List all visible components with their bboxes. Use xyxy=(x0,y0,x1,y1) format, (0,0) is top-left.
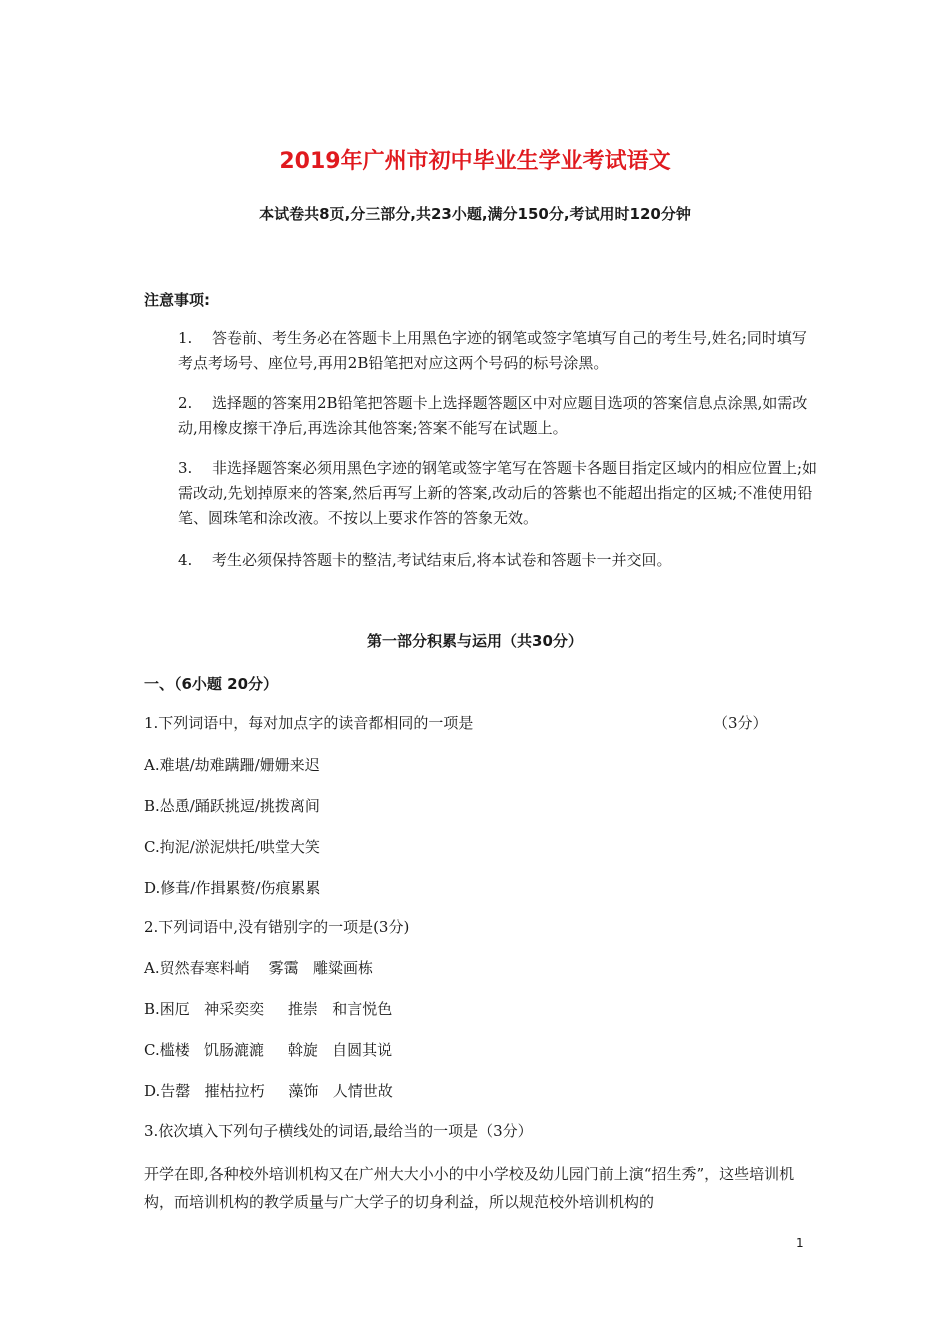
notice-item xyxy=(178,548,818,573)
group-heading: 一、（6小题 20分） xyxy=(144,675,279,693)
notice-item-text: 选择题的答案用2B铅笔把答题卡上选择题答题区中对应题目选项的答案信息点涂黑,如需改动,用橡皮擦干净后,再选涂其他答案;答案不能写在试题上。 xyxy=(178,394,808,437)
question-2-option: B.困厄 神采奕奕 推崇 和言悦色 xyxy=(144,1000,393,1018)
notice-item xyxy=(178,326,818,376)
notice-item-number: 3. xyxy=(178,459,193,477)
section-heading: 第一部分积累与运用（共30分） xyxy=(367,632,583,650)
question-2-stem: 2.下列词语中,没有错别字的一项是(3分) xyxy=(144,918,410,936)
notice-item xyxy=(178,391,818,441)
exam-subtitle: 本试卷共8页,分三部分,共23小题,满分150分,考试用时120分钟 xyxy=(259,205,691,223)
question-1-option: A.难堪/劫难蹒跚/姗姗来迟 xyxy=(144,756,320,774)
question-3-passage: 开学在即,各种校外培训机构又在广州大大小小的中小学校及幼儿园门前上演“招生秀”，这些培训机构，而培训机构的教学质量与广大学子的切身利益，所以规范校外培训机构的 xyxy=(144,1165,795,1211)
question-1-stem: 1.下列词语中，每对加点字的读音都相同的一项是 xyxy=(144,714,474,732)
question-2-option: A.贸然春寒料峭 雾霭 雕粱画栋 xyxy=(144,959,373,977)
question-1-option: B.怂恿/踊跃挑逗/挑拨离间 xyxy=(144,797,320,815)
page-number: 1 xyxy=(796,1236,804,1250)
notice-item-number: 4. xyxy=(178,551,193,569)
question-3-stem: 3.依次填入下列句子横线处的词语,最给当的一项是（3分） xyxy=(144,1122,533,1140)
question-2-option: C.槛楼 饥肠漉漉 斡旋 自圆其说 xyxy=(144,1041,393,1059)
notice-item-number: 2. xyxy=(178,394,193,412)
question-1-option: C.拘泥/淤泥烘托/哄堂大笑 xyxy=(144,838,320,856)
question-1-option: D.修葺/作揖累赘/伤痕累累 xyxy=(144,879,321,897)
notice-item-text: 非选择题答案必须用黑色字迹的钢笔或签字笔写在答题卡各题目指定区域内的相应位置上;如需改动,先划掉原来的答案,然后再写上新的答案,改动后的答紫也不能超出指定的区城;不准使用铅笔、圆珠笔和涂改液。不按以上要求作答的答象无效。 xyxy=(178,459,818,527)
notice-item-number: 1. xyxy=(178,329,193,347)
notice-item xyxy=(178,456,818,531)
notice-item-text: 考生必须保持答题卡的整洁,考试结束后,将本试卷和答题卡一并交回。 xyxy=(212,551,672,569)
exam-title: 2019年广州市初中毕业生学业考试语文 xyxy=(279,149,671,174)
question-2-option: D.告罄 摧枯拉朽 藻饰 人情世故 xyxy=(144,1082,393,1100)
question-1-points: （3分） xyxy=(713,714,768,732)
notice-heading: 注意事项: xyxy=(144,291,210,309)
notice-item-text: 答卷前、考生务必在答题卡上用黑色字迹的钢笔或签字笔填写自己的考生号,姓名;同时填写考点考场号、座位号,再用2B铅笔把对应这两个号码的标号涂黑。 xyxy=(178,329,807,372)
